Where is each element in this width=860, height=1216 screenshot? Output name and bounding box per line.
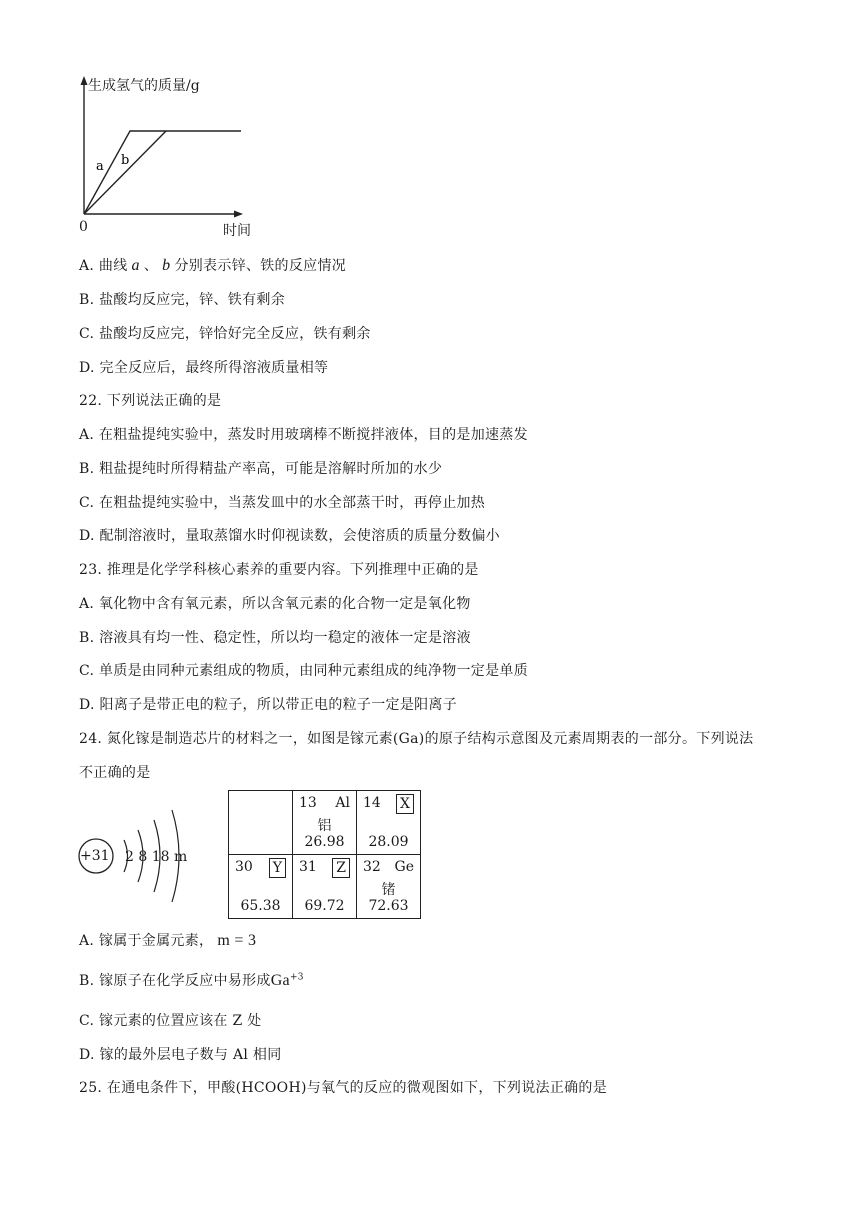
- pt-y-number: 30: [235, 859, 253, 875]
- pt-ge-mass: 72.63: [368, 898, 409, 914]
- q21-option-c: C. 盐酸均反应完，锌恰好完全反应，铁有剩余: [79, 326, 371, 342]
- atom-shell-electrons: 2 8 18 m: [125, 849, 188, 865]
- pt-cell-al: [293, 791, 357, 855]
- q24-option-d: D. 镓的最外层电子数与 Al 相同: [79, 1047, 282, 1063]
- q21-option-a-sep: 、: [143, 258, 159, 274]
- pt-ge-name: 锗: [381, 882, 396, 898]
- q24-option-a-math: m = 3: [217, 932, 257, 949]
- q24-stem-line2: 不正确的是: [79, 765, 151, 781]
- curve-a: [84, 131, 241, 214]
- pt-x-mass: 28.09: [368, 834, 409, 850]
- pt-cell-empty: [229, 791, 293, 855]
- q24-option-a-text: A. 镓属于金属元素，: [79, 933, 214, 949]
- q23-option-a: A. 氧化物中含有氧元素，所以含氧元素的化合物一定是氧化物: [79, 596, 471, 612]
- q21-option-a-var-b: b: [162, 257, 171, 274]
- pt-cell-y: [229, 855, 293, 919]
- q22-option-d: D. 配制溶液时，量取蒸馏水时仰视读数，会使溶质的质量分数偏小: [79, 528, 500, 544]
- pt-x-number: 14: [363, 795, 381, 811]
- q24-stem-line1: 24. 氮化镓是制造芯片的材料之一，如图是镓元素(Ga)的原子结构示意图及元素周期表的一部分。下列说法: [79, 731, 754, 747]
- pt-cell-x: [357, 791, 421, 855]
- q24-option-a: [79, 930, 256, 950]
- pt-y-mass: 65.38: [240, 898, 281, 914]
- q21-option-a-rest: 分别表示锌、铁的反应情况: [174, 258, 347, 274]
- q22-option-a: A. 在粗盐提纯实验中，蒸发时用玻璃棒不断搅拌液体，目的是加速蒸发: [79, 427, 528, 443]
- pt-al-mass: 26.98: [304, 834, 345, 850]
- q24-option-b-charge: +3: [289, 972, 304, 983]
- atom-nucleus-charge: +31: [80, 848, 110, 864]
- q23-option-b: B. 溶液具有均一性、稳定性，所以均一稳定的液体一定是溶液: [79, 630, 471, 646]
- graph-origin: 0: [79, 219, 88, 235]
- q22-option-b: B. 粗盐提纯时所得精盐产率高，可能是溶解时所加的水少: [79, 461, 443, 477]
- graph-ylabel: 生成氢气的质量/g: [88, 78, 200, 94]
- pt-cell-z: [293, 855, 357, 919]
- pt-z-symbol: Z: [332, 858, 350, 878]
- curve-a-label: a: [96, 159, 104, 174]
- pt-z-mass: 69.72: [304, 898, 345, 914]
- pt-ge-symbol: Ge: [394, 859, 414, 875]
- pt-cell-ge: [357, 855, 421, 919]
- curve-b-label: b: [121, 153, 130, 168]
- x-axis-arrow: [234, 211, 243, 218]
- q23-option-d: D. 阳离子是带正电的粒子，所以带正电的粒子一定是阳离子: [79, 697, 458, 713]
- q25-stem: 25. 在通电条件下，甲酸(HCOOH)与氧气的反应的微观图如下，下列说法正确的是: [79, 1080, 608, 1096]
- pt-x-symbol: X: [396, 794, 414, 814]
- pt-z-number: 31: [299, 859, 317, 875]
- pt-ge-number: 32: [363, 859, 381, 875]
- y-axis-arrow: [81, 76, 88, 85]
- hydrogen-mass-graph: [70, 72, 260, 242]
- graph-xlabel: 时间: [223, 223, 251, 239]
- q22-option-c: C. 在粗盐提纯实验中，当蒸发皿中的水全部蒸干时，再停止加热: [79, 495, 486, 511]
- pt-al-number: 13: [299, 795, 317, 811]
- q21-option-a: [79, 255, 346, 275]
- q21-option-a-var-a: a: [131, 257, 140, 274]
- q24-option-b: [79, 970, 304, 990]
- q23-stem: 23. 推理是化学学科核心素养的重要内容。下列推理中正确的是: [79, 562, 479, 578]
- q22-stem: 22. 下列说法正确的是: [79, 393, 222, 409]
- q21-option-a-text: A. 曲线: [79, 258, 128, 274]
- q24-option-b-ion: Ga: [270, 972, 290, 989]
- pt-y-symbol: Y: [269, 858, 286, 878]
- pt-al-name: 铝: [317, 818, 332, 834]
- q24-option-c: C. 镓元素的位置应该在 Z 处: [79, 1013, 262, 1029]
- q23-option-c: C. 单质是由同种元素组成的物质，由同种元素组成的纯净物一定是单质: [79, 663, 529, 679]
- periodic-table-fragment: [228, 790, 421, 919]
- q21-option-b: B. 盐酸均反应完，锌、铁有剩余: [79, 292, 285, 308]
- q24-option-b-text: B. 镓原子在化学反应中易形成: [79, 973, 271, 989]
- q21-option-d: D. 完全反应后，最终所得溶液质量相等: [79, 360, 329, 376]
- pt-al-symbol: Al: [335, 795, 350, 811]
